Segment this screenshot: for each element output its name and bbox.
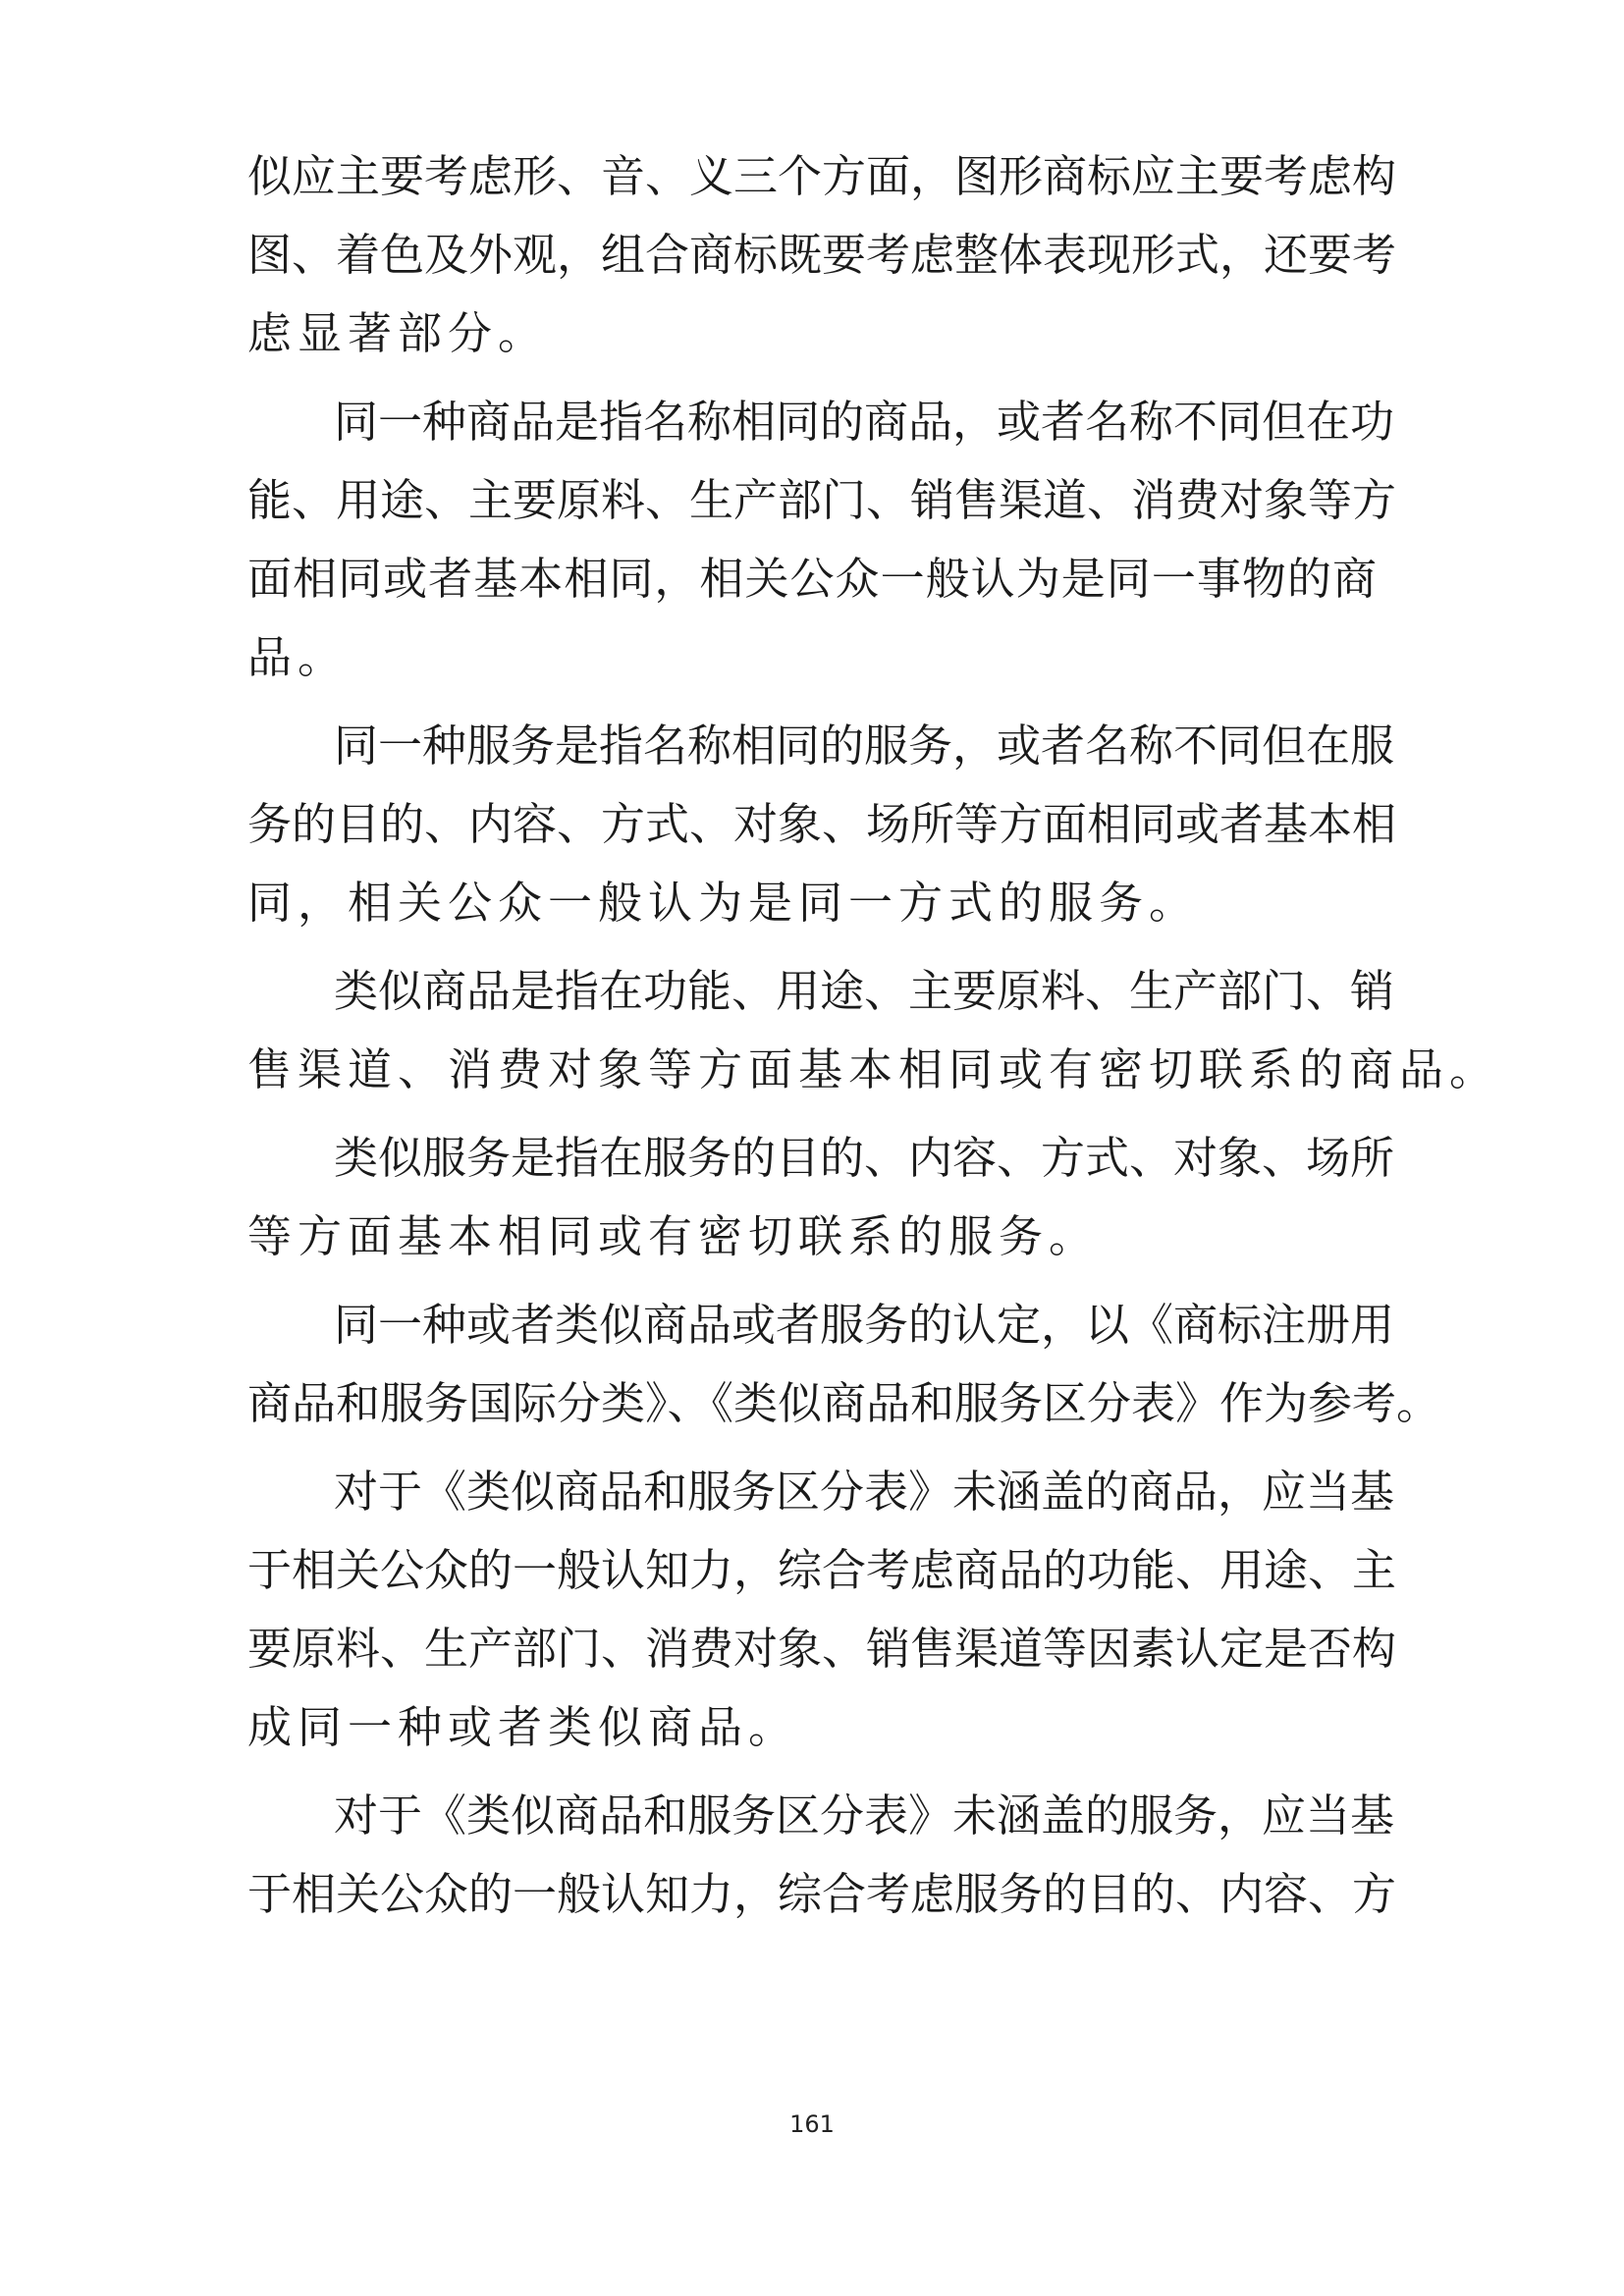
paragraph-line: 对于《类似商品和服务区分表》未涵盖的商品，应当基 [334, 1466, 1395, 1518]
paragraph-line: 同，相关公众一般认为是同一方式的服务。 [247, 877, 1200, 929]
paragraph-line: 商品和服务国际分类》、《类似商品和服务区分表》作为参考。 [247, 1377, 1441, 1429]
paragraph-line: 对于《类似商品和服务区分表》未涵盖的服务，应当基 [334, 1789, 1395, 1842]
paragraph-line: 图、着色及外观，组合商标既要考虑整体表现形式，还要考 [247, 229, 1397, 281]
paragraph-line: 类似服务是指在服务的目的、内容、方式、对象、场所 [334, 1132, 1395, 1184]
paragraph-line: 售渠道、消费对象等方面基本相同或有密切联系的商品。 [247, 1043, 1500, 1095]
paragraph-line: 于相关公众的一般认知力，综合考虑服务的目的、内容、方 [247, 1868, 1397, 1920]
paragraph-line: 能、用途、主要原料、生产部门、销售渠道、消费对象等方 [247, 474, 1397, 526]
paragraph-line: 面相同或者基本相同，相关公众一般认为是同一事物的商 [247, 553, 1377, 605]
paragraph-line: 同一种或者类似商品或者服务的认定，以《商标注册用 [334, 1299, 1395, 1351]
paragraph-line: 似应主要考虑形、音、义三个方面，图形商标应主要考虑构 [247, 150, 1397, 202]
page-number: 161 [789, 2110, 835, 2138]
paragraph-line: 虑显著部分。 [247, 307, 549, 359]
paragraph-line: 品。 [247, 631, 349, 683]
paragraph-line: 同一种服务是指名称相同的服务，或者名称不同但在服 [334, 720, 1395, 772]
paragraph-line: 务的目的、内容、方式、对象、场所等方面相同或者基本相 [247, 798, 1397, 850]
paragraph-line: 于相关公众的一般认知力，综合考虑商品的功能、用途、主 [247, 1544, 1397, 1596]
paragraph-line: 同一种商品是指名称相同的商品，或者名称不同但在功 [334, 396, 1395, 448]
paragraph-line: 等方面基本相同或有密切联系的服务。 [247, 1210, 1100, 1262]
paragraph-line: 类似商品是指在功能、用途、主要原料、生产部门、销 [334, 965, 1395, 1017]
paragraph-line: 成同一种或者类似商品。 [247, 1701, 799, 1753]
paragraph-line: 要原料、生产部门、消费对象、销售渠道等因素认定是否构 [247, 1623, 1397, 1675]
